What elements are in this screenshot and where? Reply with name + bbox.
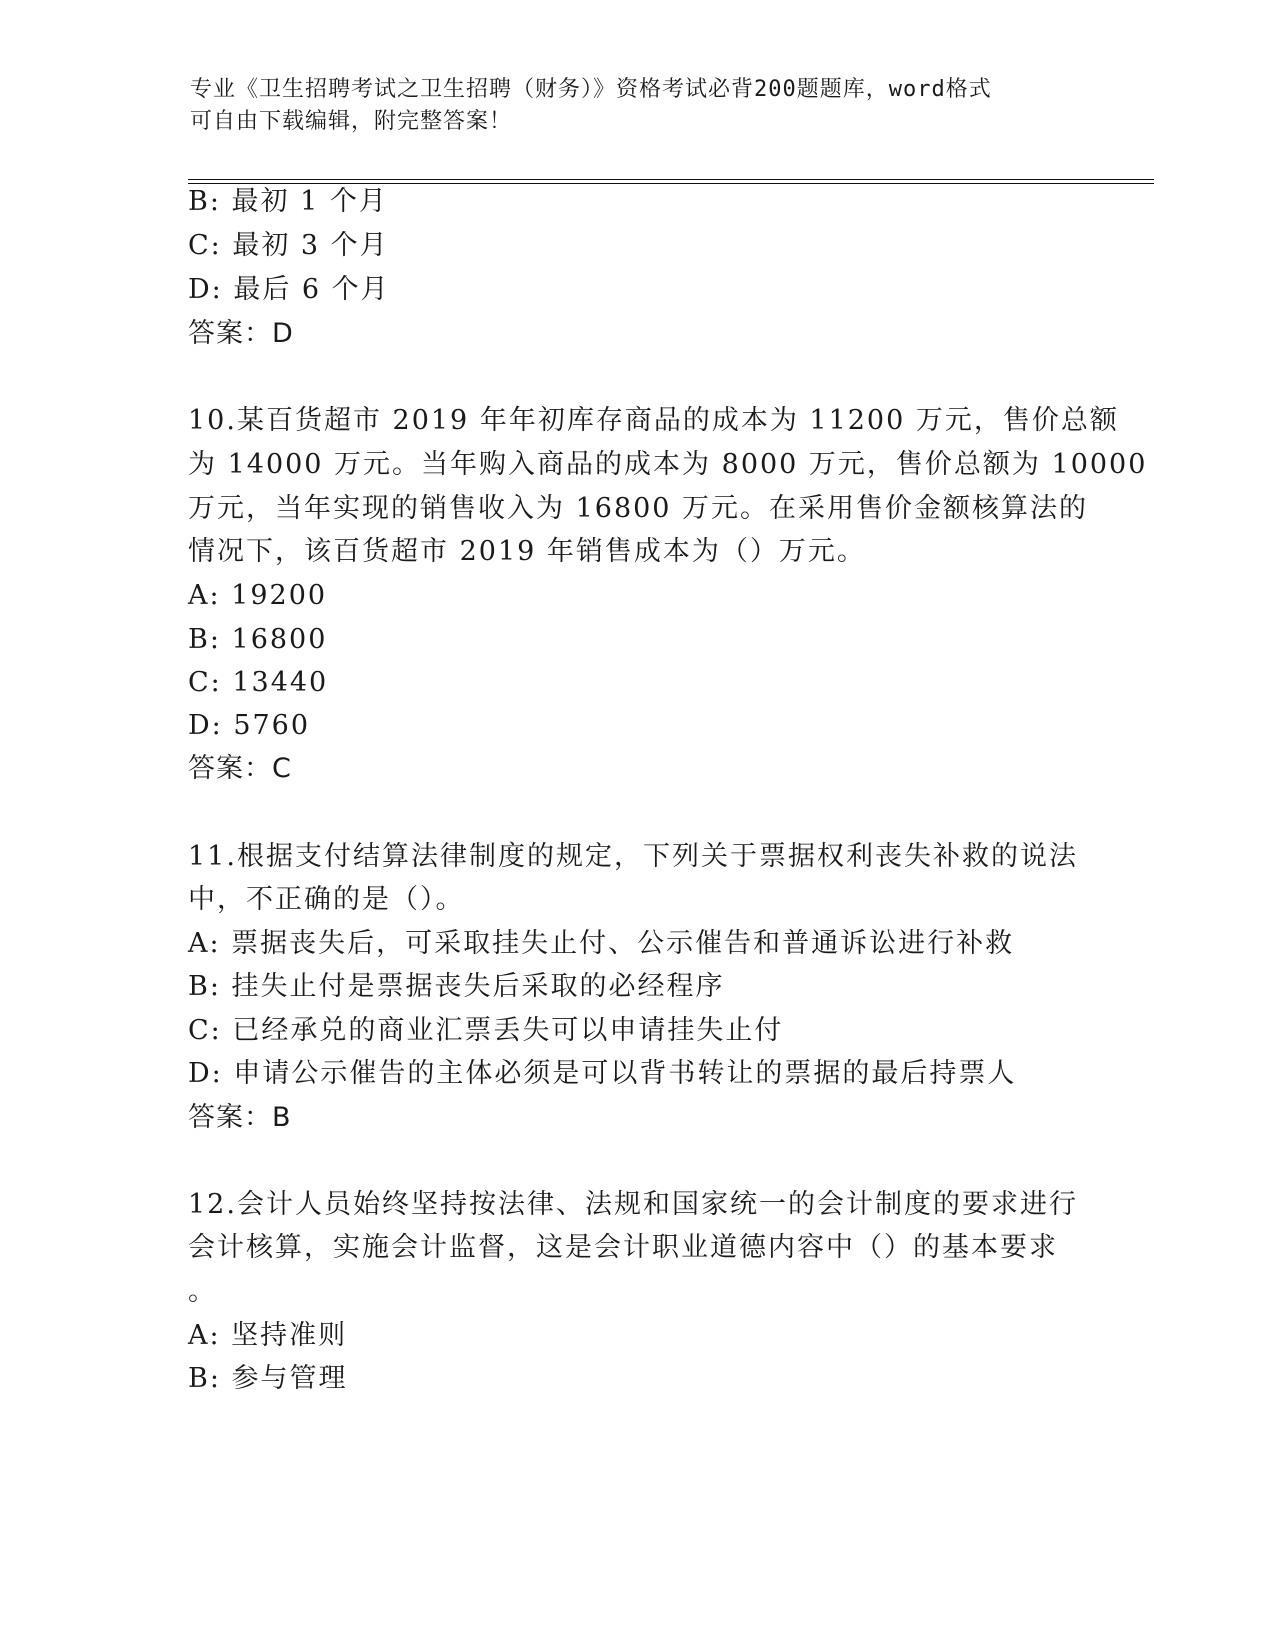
q10-answer: 答案：C <box>188 753 292 784</box>
q11-stem-line-2: 中，不正确的是（）。 <box>188 884 465 915</box>
q9-answer: 答案：D <box>188 318 294 349</box>
q12-stem-line-3: 。 <box>188 1276 217 1307</box>
q11-option-d: D: 申请公示催告的主体必须是可以背书转让的票据的最后持票人 <box>188 1058 1017 1089</box>
q10-stem-line-2: 为 14000 万元。当年购入商品的成本为 8000 万元，售价总额为 10000 <box>188 449 1148 480</box>
q9-option-c: C: 最初 3 个月 <box>188 230 389 261</box>
q11-answer: 答案：B <box>188 1102 292 1133</box>
q11-option-c: C: 已经承兑的商业汇票丢失可以申请挂失止付 <box>188 1015 784 1046</box>
q12-option-b: B: 参与管理 <box>188 1363 348 1394</box>
q12-option-a: A: 坚持准则 <box>188 1320 348 1351</box>
q10-stem-line-1: 10.某百货超市 2019 年年初库存商品的成本为 11200 万元，售价总额 <box>188 405 1119 436</box>
header-rule-bottom <box>188 183 1154 184</box>
document-header <box>190 74 1090 138</box>
q9-option-d: D: 最后 6 个月 <box>188 274 390 305</box>
q10-stem-line-3: 万元，当年实现的销售收入为 16800 万元。在采用售价金额核算法的 <box>188 493 1089 524</box>
q11-option-a: A: 票据丧失后，可采取挂失止付、公示催告和普通诉讼进行补救 <box>188 928 1015 959</box>
q12-stem-line-2: 会计核算，实施会计监督，这是会计职业道德内容中（）的基本要求 <box>188 1232 1058 1263</box>
q10-option-d: D: 5760 <box>188 710 311 741</box>
q10-option-c: C: 13440 <box>188 667 329 698</box>
q11-stem-line-1: 11.根据支付结算法律制度的规定，下列关于票据权利丧失补救的说法 <box>188 841 1078 872</box>
header-line-1: 专业《卫生招聘考试之卫生招聘（财务）》资格考试必背200题题库，word格式 <box>190 77 992 102</box>
q12-stem-line-1: 12.会计人员始终坚持按法律、法规和国家统一的会计制度的要求进行 <box>188 1189 1078 1220</box>
header-rule-top <box>188 179 1154 180</box>
q10-option-a: A: 19200 <box>188 580 328 611</box>
q9-option-b: B: 最初 1 个月 <box>188 186 388 217</box>
q10-option-b: B: 16800 <box>188 624 328 655</box>
header-line-2: 可自由下载编辑，附完整答案！ <box>190 109 513 134</box>
q11-option-b: B: 挂失止付是票据丧失后采取的必经程序 <box>188 971 725 1002</box>
q10-stem-line-4: 情况下，该百货超市 2019 年销售成本为（）万元。 <box>188 536 866 567</box>
